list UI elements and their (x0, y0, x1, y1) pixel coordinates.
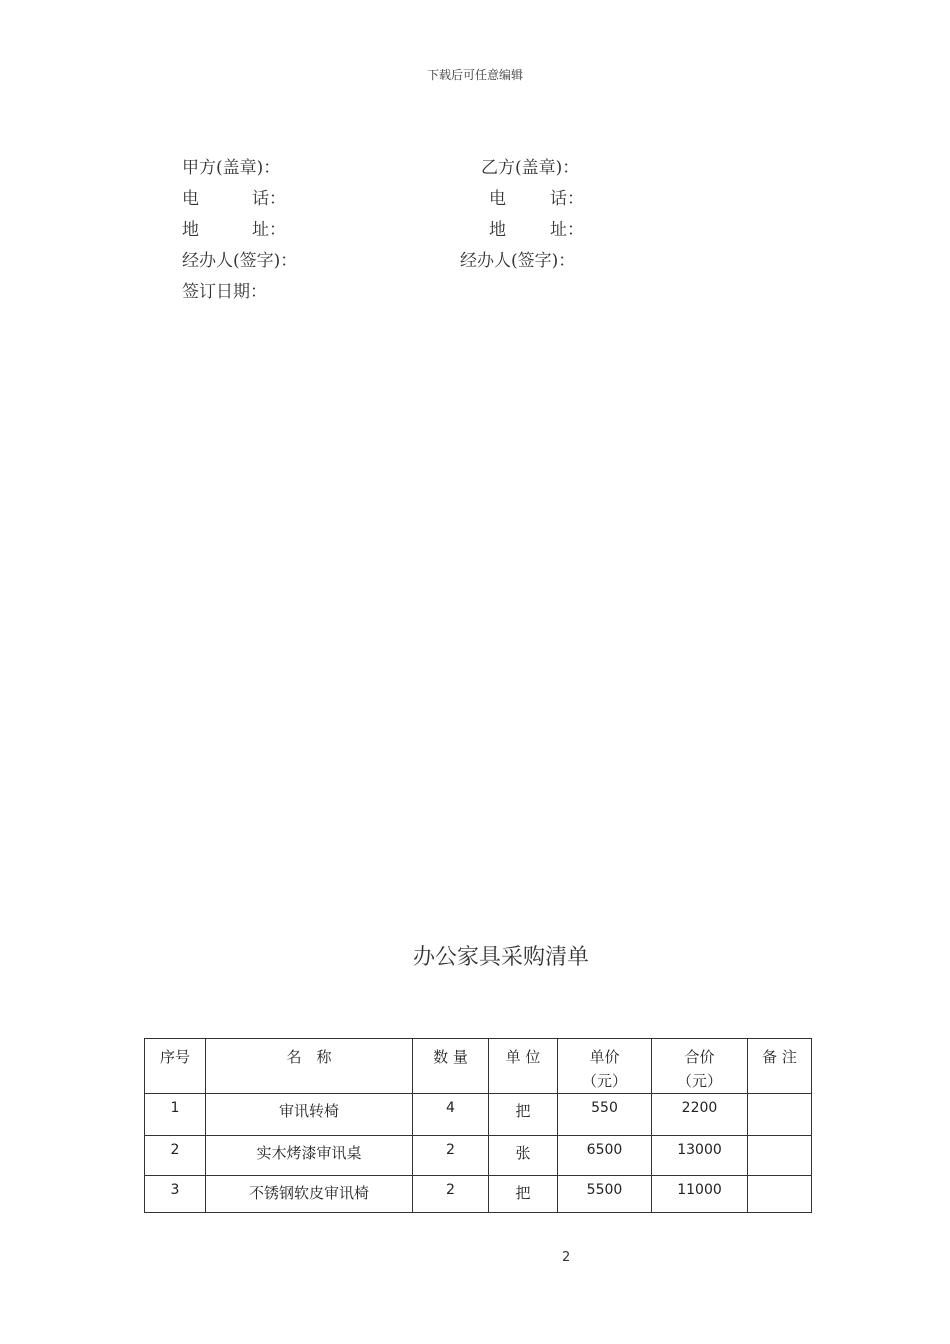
row-unit-price: 5500 (558, 1176, 652, 1213)
row-total: 2200 (652, 1094, 748, 1136)
row-name: 实木烤漆审讯桌 (206, 1136, 413, 1176)
purchase-list-table (144, 1038, 812, 1213)
row-total: 11000 (652, 1176, 748, 1213)
row-index: 1 (145, 1094, 206, 1136)
party-b-address-char-2: 址： (550, 220, 584, 240)
party-b-address-char-1: 地 (489, 220, 506, 240)
header-index: 序号 (145, 1039, 206, 1094)
header-quantity: 数 量 (413, 1039, 489, 1094)
table-header-row (145, 1039, 812, 1094)
row-unit: 把 (489, 1094, 558, 1136)
row-remark (748, 1094, 812, 1136)
party-a-address-label (182, 220, 286, 240)
party-a-address-char-1: 地 (182, 220, 199, 240)
party-b-phone-char-2: 话： (550, 189, 584, 209)
row-unit: 把 (489, 1176, 558, 1213)
party-a-phone-label (182, 189, 286, 209)
party-a-phone-char-2: 话： (252, 189, 286, 209)
header-unit: 单 位 (489, 1039, 558, 1094)
party-b-handler-label: 经办人(签字)： (460, 251, 576, 271)
header-note: 下载后可任意编辑 (426, 68, 523, 82)
party-b-phone-label (489, 189, 584, 209)
header-unit-price (558, 1039, 652, 1094)
row-index: 3 (145, 1176, 206, 1213)
party-b-address-label (489, 220, 584, 240)
row-quantity: 4 (413, 1094, 489, 1136)
table-row (145, 1176, 812, 1213)
header-remark: 备 注 (748, 1039, 812, 1094)
row-quantity: 2 (413, 1136, 489, 1176)
row-total: 13000 (652, 1136, 748, 1176)
row-name: 不锈钢软皮审讯椅 (206, 1176, 413, 1213)
table-row (145, 1094, 812, 1136)
row-unit-price: 550 (558, 1094, 652, 1136)
page-number: 2 (562, 1250, 571, 1265)
party-a-address-char-2: 址： (252, 220, 286, 240)
document-title: 办公家具采购清单 (412, 945, 589, 970)
header-total-price-label: 合价 (684, 1048, 715, 1066)
party-b-phone-char-1: 电 (489, 189, 506, 209)
row-remark (748, 1176, 812, 1213)
row-remark (748, 1136, 812, 1176)
table-row (145, 1136, 812, 1176)
header-unit-price-currency: （元） (581, 1072, 627, 1090)
header-total-price (652, 1039, 748, 1094)
sign-date-label: 签订日期： (182, 282, 267, 302)
row-quantity: 2 (413, 1176, 489, 1213)
row-unit-price: 6500 (558, 1136, 652, 1176)
party-a-phone-char-1: 电 (182, 189, 199, 209)
header-name: 名 称 (206, 1039, 413, 1094)
party-a-handler-label: 经办人(签字)： (182, 251, 298, 271)
row-name: 审讯转椅 (206, 1094, 413, 1136)
party-a-seal-label: 甲方(盖章)： (182, 158, 281, 178)
party-b-seal-label: 乙方(盖章)： (481, 158, 580, 178)
row-index: 2 (145, 1136, 206, 1176)
header-unit-price-label: 单价 (589, 1048, 620, 1066)
header-total-price-currency: （元） (676, 1072, 722, 1090)
row-unit: 张 (489, 1136, 558, 1176)
